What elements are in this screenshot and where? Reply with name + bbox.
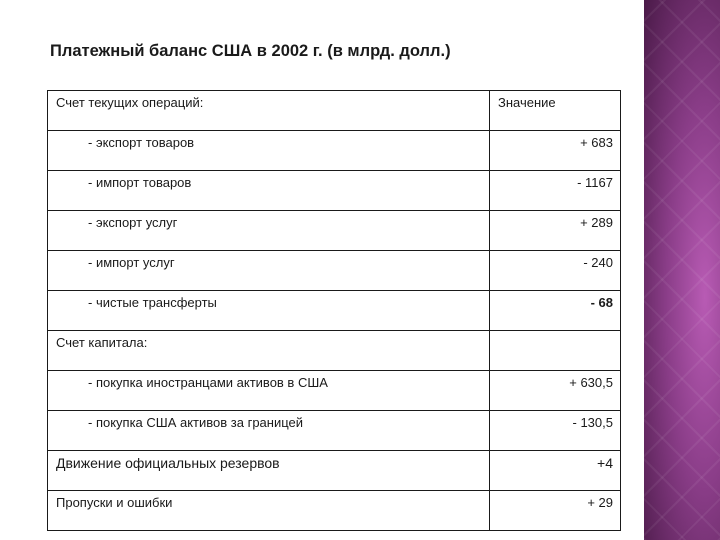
table-row xyxy=(48,491,621,531)
row-value: + 630,5 xyxy=(490,371,621,411)
row-label: - чистые трансферты xyxy=(48,291,490,331)
row-value: - 1167 xyxy=(490,171,621,211)
row-value: + 683 xyxy=(490,131,621,171)
page-title: Платежный баланс США в 2002 г. (в млрд. долл.) xyxy=(50,42,451,60)
row-label: - экспорт услуг xyxy=(48,211,490,251)
errors-omissions-heading: Пропуски и ошибки xyxy=(48,491,490,531)
decorative-side-panel xyxy=(644,0,720,540)
table-row xyxy=(48,451,621,491)
value-column-header: Значение xyxy=(490,91,621,131)
table-row xyxy=(48,291,621,331)
row-label: - экспорт товаров xyxy=(48,131,490,171)
row-label: - импорт услуг xyxy=(48,251,490,291)
official-reserves-heading: Движение официальных резервов xyxy=(48,451,490,491)
table-row xyxy=(48,211,621,251)
row-value: - 68 xyxy=(490,291,621,331)
row-value: + 29 xyxy=(490,491,621,531)
row-label: - покупка США активов за границей xyxy=(48,411,490,451)
table-row xyxy=(48,171,621,211)
table-row xyxy=(48,371,621,411)
table-header-row xyxy=(48,91,621,131)
table-row xyxy=(48,131,621,171)
table-row xyxy=(48,331,621,371)
capital-account-heading: Счет капитала: xyxy=(48,331,490,371)
row-value: - 240 xyxy=(490,251,621,291)
current-account-heading: Счет текущих операций: xyxy=(48,91,490,131)
row-label: - покупка иностранцами активов в США xyxy=(48,371,490,411)
row-value xyxy=(490,331,621,371)
table-row xyxy=(48,411,621,451)
row-value: - 130,5 xyxy=(490,411,621,451)
row-label: - импорт товаров xyxy=(48,171,490,211)
row-value: + 289 xyxy=(490,211,621,251)
row-value: +4 xyxy=(490,451,621,491)
balance-table xyxy=(47,90,621,531)
table-row xyxy=(48,251,621,291)
